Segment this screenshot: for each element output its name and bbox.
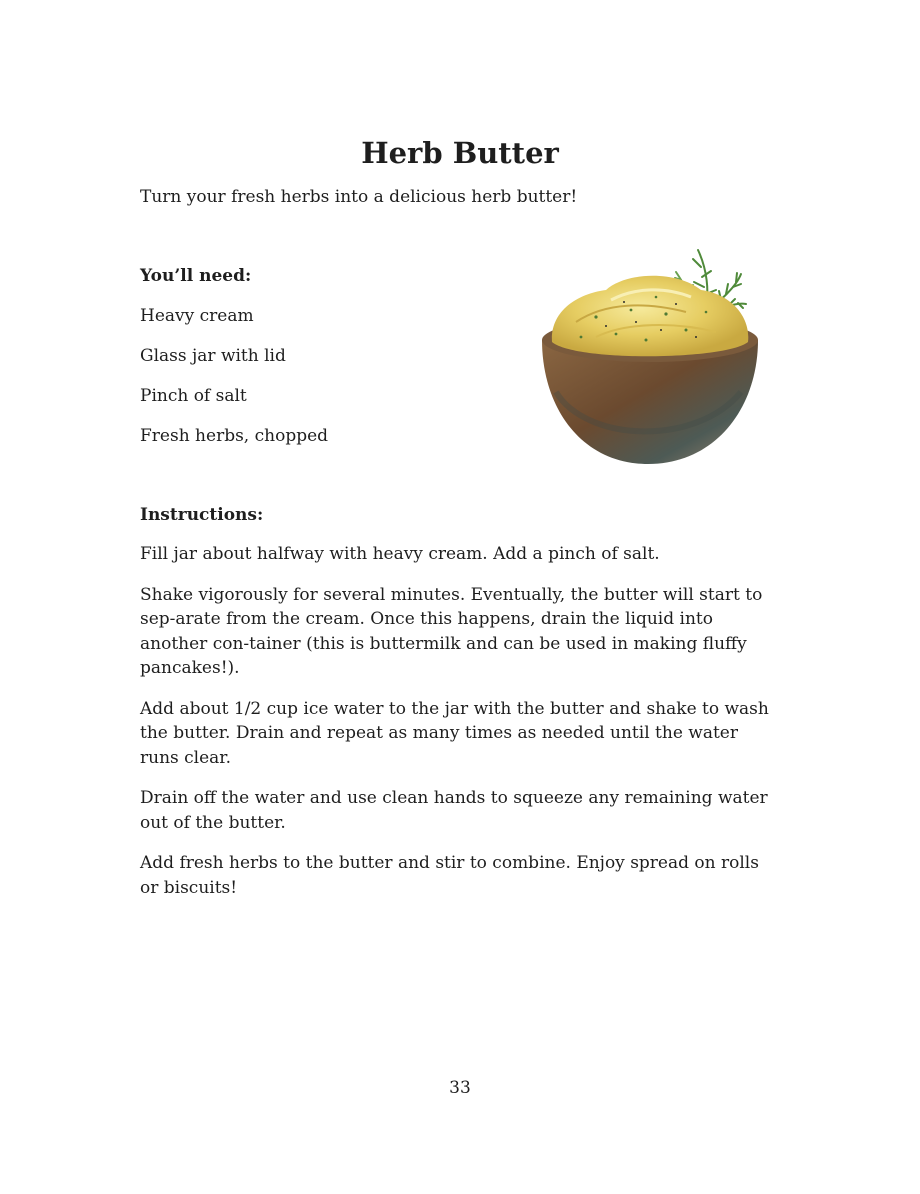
ingredients-list [140, 304, 328, 464]
recipe-intro: Turn your fresh herbs into a delicious herb butter! [140, 187, 578, 207]
instruction-step: Shake vigorously for several minutes. Eventually, the butter will start to sep-arate from the cream. Once this happens, drain the liquid into another con-tainer (this is buttermilk and can be used in making fluffy pancakes!). [140, 584, 763, 678]
page-number: 33 [449, 1078, 471, 1098]
ingredient-item: Fresh herbs, chopped [140, 426, 329, 446]
instructions-list [140, 542, 772, 916]
ingredient-item: Heavy cream [140, 306, 254, 326]
instruction-step: Add about 1/2 cup ice water to the jar with the butter and shake to wash the butter. Drain and repeat as many times as needed until the water runs clear. [140, 698, 769, 768]
page-title: Herb Butter [361, 136, 559, 170]
ingredient-item: Glass jar with lid [140, 346, 286, 366]
instruction-step: Drain off the water and use clean hands to squeeze any remaining water out of the butter. [140, 788, 768, 833]
instruction-step: Add fresh herbs to the butter and stir to combine. Enjoy spread on rolls or biscuits! [140, 853, 759, 898]
ingredient-item: Pinch of salt [140, 386, 247, 406]
instruction-step: Fill jar about halfway with heavy cream. Add a pinch of salt. [140, 544, 660, 564]
ingredients-heading: You’ll need: [140, 266, 252, 286]
instructions-heading: Instructions: [140, 505, 264, 525]
herb-butter-bowl-icon [536, 242, 766, 470]
